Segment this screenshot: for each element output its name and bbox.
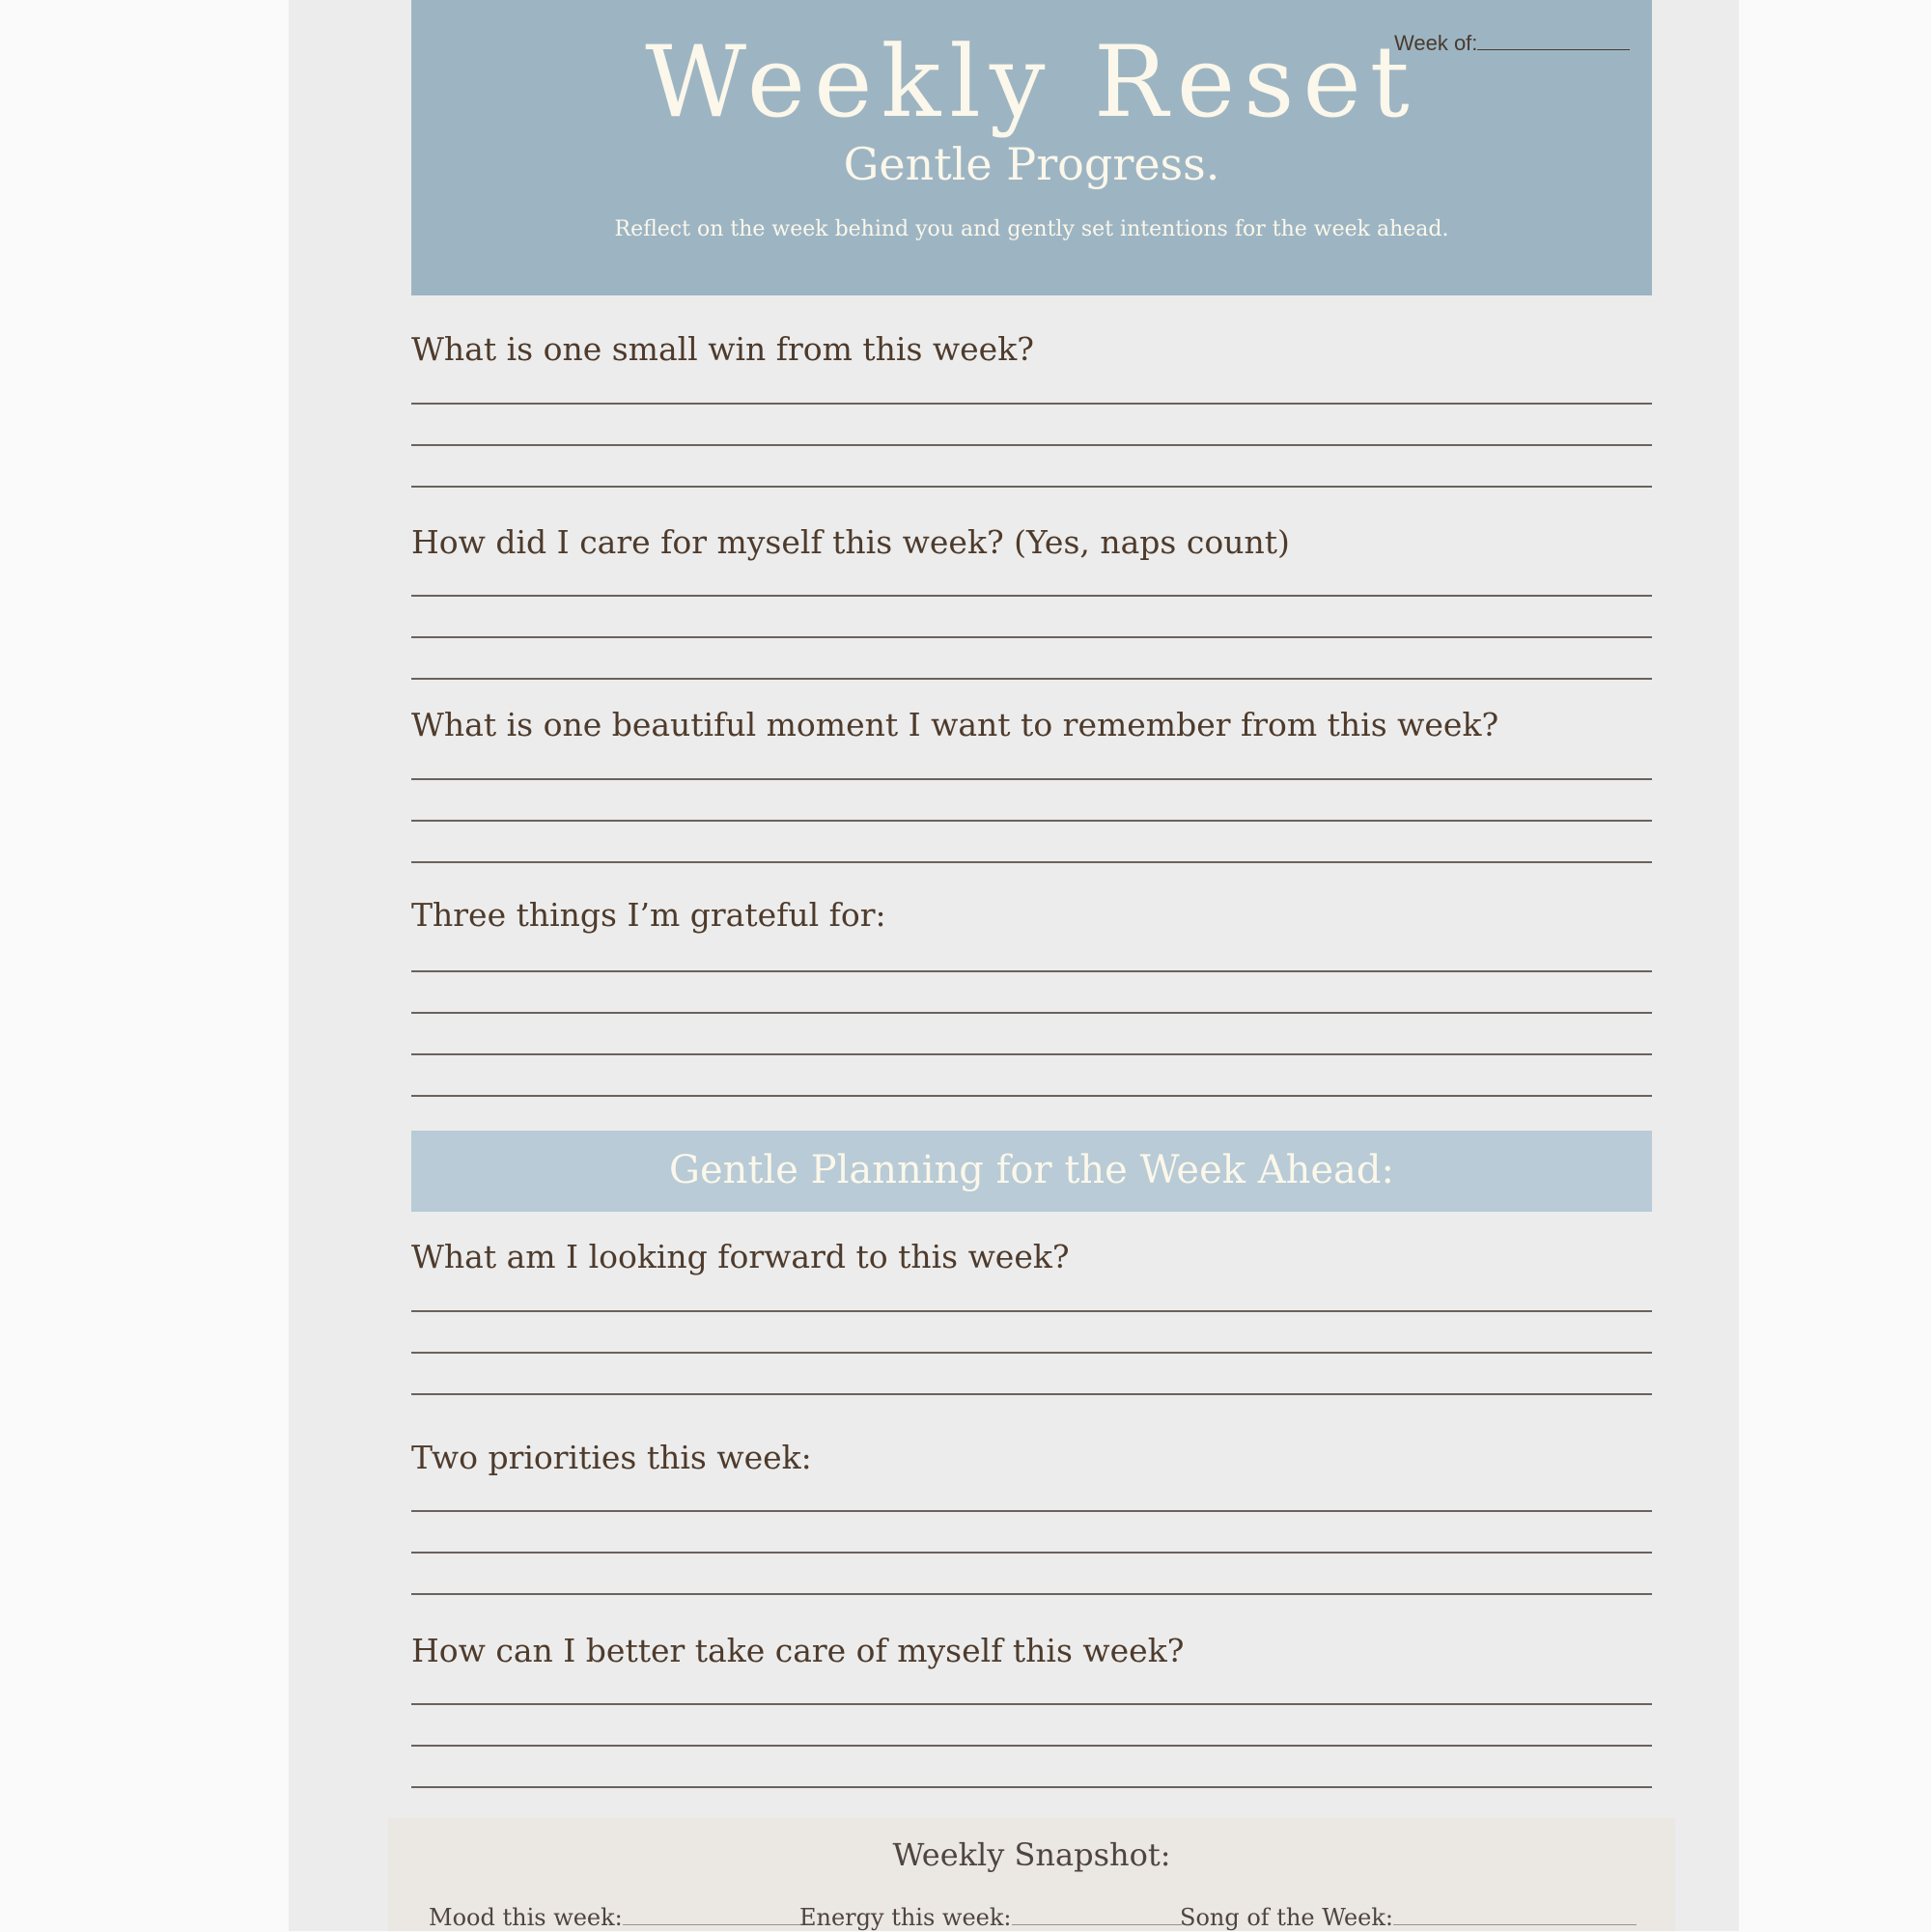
song-field[interactable] xyxy=(1180,1903,1637,1932)
writing-line[interactable] xyxy=(411,1393,1652,1395)
page-title: Weekly Reset xyxy=(645,25,1418,140)
energy-field[interactable] xyxy=(799,1903,1182,1932)
question-priorities: Two priorities this week: xyxy=(411,1439,812,1476)
page-subtitle: Gentle Progress. xyxy=(843,138,1220,190)
question-small-win: What is one small win from this week? xyxy=(411,330,1034,368)
writing-line[interactable] xyxy=(411,678,1652,680)
song-blank[interactable] xyxy=(1393,1903,1637,1925)
planning-section-band xyxy=(411,1131,1652,1212)
week-of-label: Week of: xyxy=(1394,31,1478,55)
writing-line[interactable] xyxy=(411,403,1652,405)
writing-line[interactable] xyxy=(411,820,1652,822)
weekly-snapshot-box xyxy=(388,1818,1675,1931)
writing-line[interactable] xyxy=(411,595,1652,597)
writing-line[interactable] xyxy=(411,486,1652,488)
question-gratitude: Three things I’m grateful for: xyxy=(411,896,886,934)
question-self-care: How did I care for myself this week? (Yes, naps count) xyxy=(411,523,1290,561)
writing-line[interactable] xyxy=(411,970,1652,972)
writing-line[interactable] xyxy=(411,1012,1652,1014)
writing-line[interactable] xyxy=(411,1053,1652,1055)
page-tagline: Reflect on the week behind you and gently set intentions for the week ahead. xyxy=(614,217,1449,241)
question-looking-forward: What am I looking forward to this week? xyxy=(411,1238,1070,1275)
song-label: Song of the Week: xyxy=(1180,1904,1393,1931)
writing-line[interactable] xyxy=(411,778,1652,780)
question-better-self-care: How can I better take care of myself this week? xyxy=(411,1632,1185,1669)
writing-line[interactable] xyxy=(411,1703,1652,1705)
writing-line[interactable] xyxy=(411,1593,1652,1595)
writing-line[interactable] xyxy=(411,1310,1652,1312)
writing-line[interactable] xyxy=(411,1552,1652,1554)
writing-line[interactable] xyxy=(411,1352,1652,1354)
writing-line[interactable] xyxy=(411,1786,1652,1788)
writing-line[interactable] xyxy=(411,1095,1652,1097)
writing-line[interactable] xyxy=(411,444,1652,446)
snapshot-title: Weekly Snapshot: xyxy=(892,1836,1171,1873)
writing-line[interactable] xyxy=(411,636,1652,638)
question-beautiful-moment: What is one beautiful moment I want to remember from this week? xyxy=(411,706,1499,743)
energy-blank[interactable] xyxy=(1012,1903,1182,1925)
week-of-field[interactable] xyxy=(1394,29,1630,58)
writing-line[interactable] xyxy=(411,1745,1652,1747)
mood-blank[interactable] xyxy=(623,1903,802,1925)
writing-line[interactable] xyxy=(411,861,1652,863)
week-of-blank[interactable] xyxy=(1477,30,1630,50)
mood-field[interactable] xyxy=(429,1903,802,1932)
planning-heading: Gentle Planning for the Week Ahead: xyxy=(669,1148,1394,1192)
mood-label: Mood this week: xyxy=(429,1904,623,1931)
writing-line[interactable] xyxy=(411,1510,1652,1512)
energy-label: Energy this week: xyxy=(799,1904,1012,1931)
